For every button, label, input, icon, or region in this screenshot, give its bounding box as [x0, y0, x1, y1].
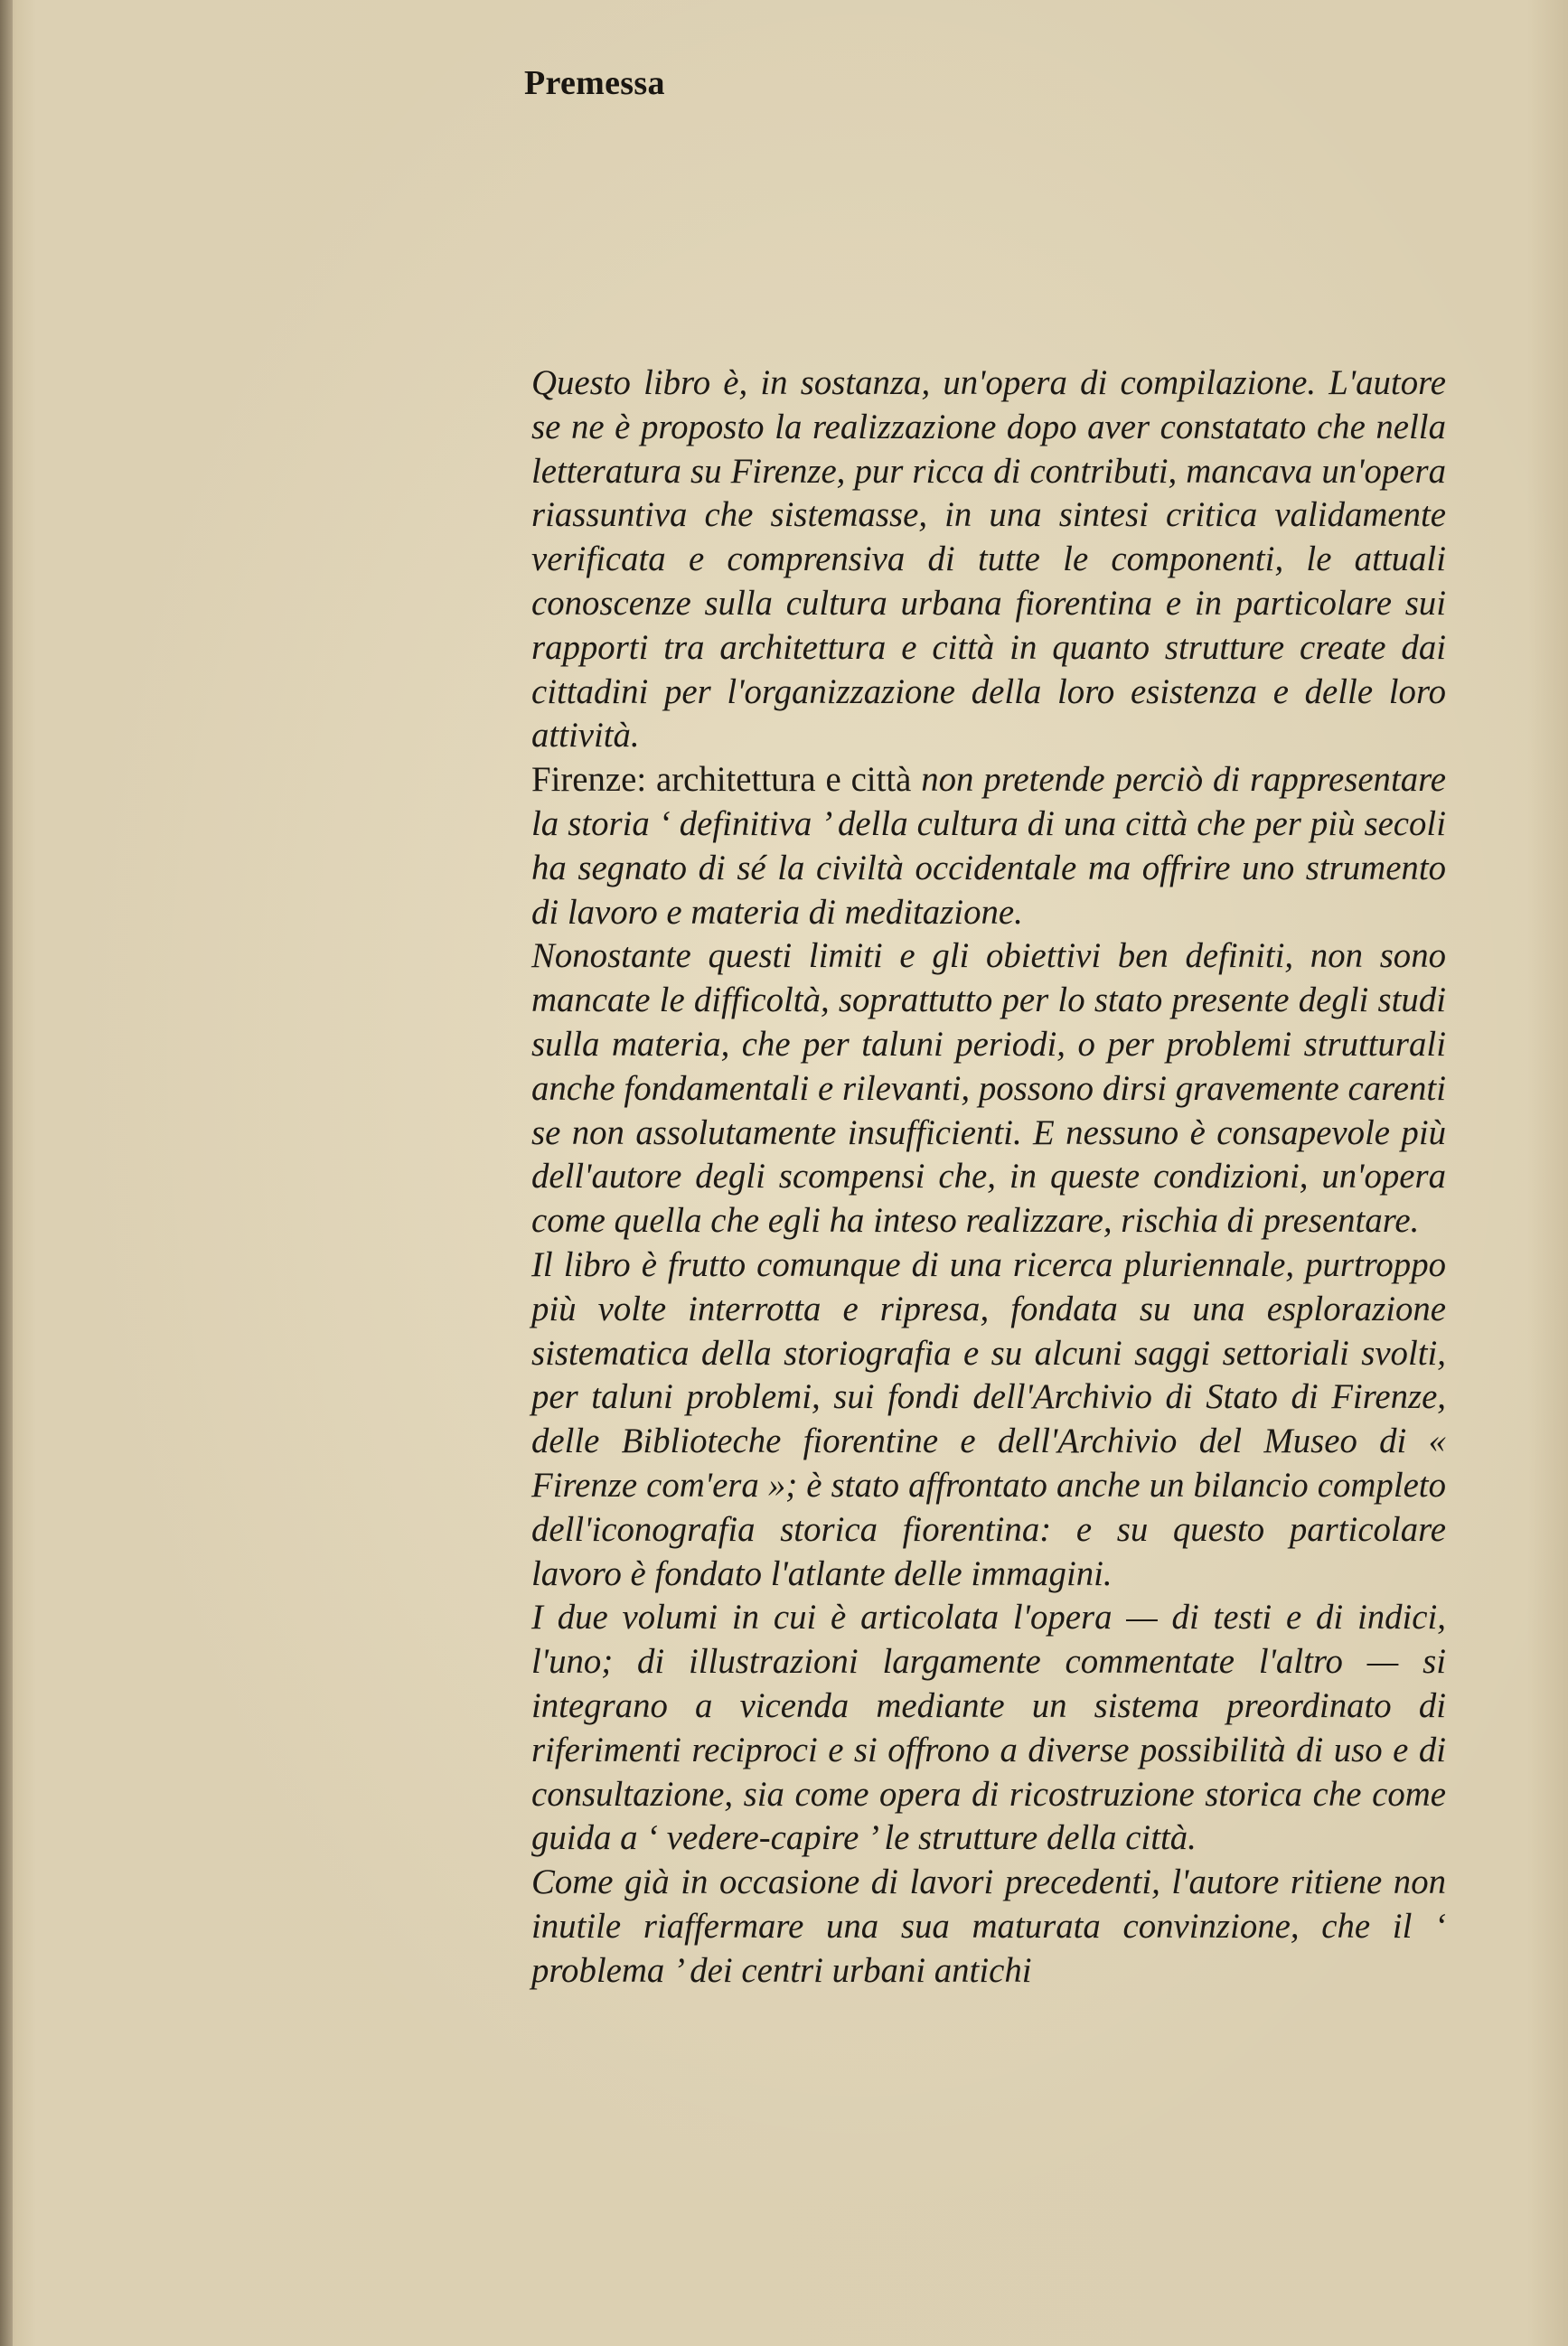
book-title: Firenze: architettura e città	[531, 760, 912, 800]
paragraph-3	[531, 934, 1446, 1243]
paragraph-1	[531, 361, 1446, 758]
paragraph-4	[531, 1243, 1446, 1596]
paragraph-5-text: I due volumi in cui è articolata l'opera — di testi e di indici, l'uno; di illustrazioni largamente commentate l'altro — si integrano a vicenda mediante un sistema preordinato di riferimenti reciproci e si offrono a diverse possibilità di uso e di consultazione, sia come opera di ricostruzione storica che come guida a ‘ vedere-capire ’ le strutture della città.	[531, 1598, 1446, 1858]
paragraph-4-text: Il libro è frutto comunque di una ricerca pluriennale, purtroppo più volte interrotta e ripresa, fondata su una esplorazione sistematica della storiografia e su alcuni saggi settoriali svolti, per taluni problemi, sui fondi dell'Archivio di Stato di Firenze, delle Biblioteche fiorentine e dell'Archivio del Museo di « Firenze com'era »; è stato affrontato anche un bilancio completo dell'iconografia storica fiorentina: e su questo particolare lavoro è fondato l'atlante delle immagini.	[531, 1244, 1446, 1593]
page-heading: Premessa	[524, 64, 665, 102]
paragraph-1-text: Questo libro è, in sostanza, un'opera di compilazione. L'autore se ne è proposto la realizzazione dopo aver constatato che nella letteratura su Firenze, pur ricca di contributi, mancava un'opera riassuntiva che sistemasse, in una sintesi critica validamente verificata e comprensiva di tutte le componenti, le attuali conoscenze sulla cultura urbana fiorentina e in particolare sui rapporti tra architettura e città in quanto strutture create dai cittadini per l'organizzazione della loro esistenza e delle loro attività.	[531, 363, 1446, 755]
body-text	[531, 361, 1446, 1993]
paragraph-3-text: Nonostante questi limiti e gli obiettivi ben definiti, non sono mancate le difficoltà, soprattutto per lo stato presente degli studi sulla materia, che per taluni periodi, o per problemi strutturali anche fondamentali e rilevanti, possono dirsi gravemente carenti se non assolutamente insufficienti. E nessuno è consapevole più dell'autore degli scompensi che, in queste condizioni, un'opera come quella che egli ha inteso realizzare, rischia di presentare.	[531, 936, 1446, 1241]
book-spine-shadow	[0, 0, 13, 2346]
paragraph-2	[531, 758, 1446, 934]
paragraph-6	[531, 1861, 1446, 1993]
paragraph-2-text: non pretende perciò di rappresentare la storia ‘ definitiva ’ della cultura di una città che per più secoli ha segnato di sé la civiltà occidentale ma offrire uno strumento di lavoro e materia di meditazione.	[531, 760, 1446, 932]
paragraph-5	[531, 1596, 1446, 1861]
paragraph-6-text: Come già in occasione di lavori precedenti, l'autore ritiene non inutile riaffermare una sua maturata convinzione, che il ‘ problema ’ dei centri urbani antichi	[531, 1863, 1446, 1990]
